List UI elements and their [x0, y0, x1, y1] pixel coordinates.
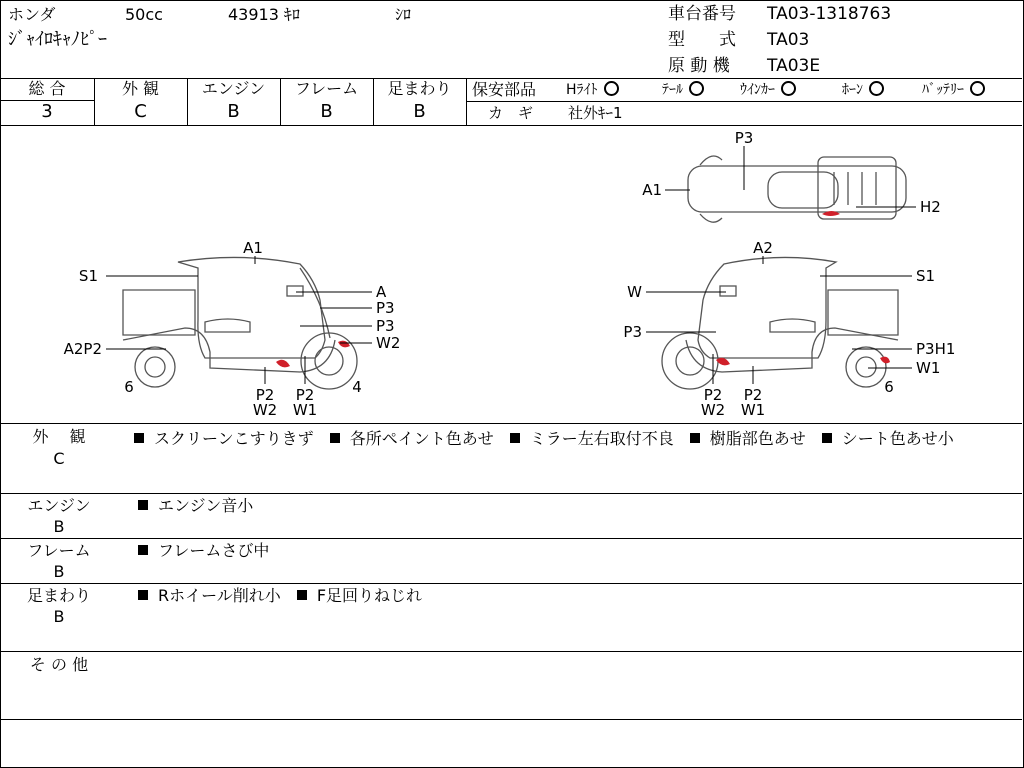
remarks-suspension-items — [138, 587, 422, 605]
bullet-square-icon — [822, 433, 832, 443]
label-s1-left: S1 — [78, 267, 98, 285]
label-w1-left: W1 — [292, 401, 318, 419]
remark-item: Rホイール削れ小 — [158, 586, 281, 605]
bullet-square-icon — [138, 500, 148, 510]
safety-headlight-label: Hﾗｲﾄ — [566, 82, 598, 98]
bullet-square-icon — [330, 433, 340, 443]
remark-item: ミラー左右取付不良 — [529, 429, 674, 448]
remarks-exterior-label: 外 観 — [32, 427, 86, 446]
type-value: TA03 — [767, 30, 810, 50]
key-value: 社外ｷｰ1 — [568, 104, 623, 122]
safety-taillight-label: ﾃｰﾙ — [662, 82, 683, 98]
safety-battery-label: ﾊﾞｯﾃﾘｰ — [922, 82, 964, 98]
remarks-frame-grade: B — [53, 562, 65, 581]
label-6-left: 6 — [124, 378, 134, 396]
scooter-left-view — [123, 257, 357, 389]
model-name: ｼﾞｬｲﾛｷｬﾉﾋﾟｰ — [8, 29, 107, 50]
ok-circle-icon — [689, 81, 704, 96]
scooter-right-view — [662, 257, 898, 389]
remarks-engine-label: エンジン — [27, 496, 91, 515]
remarks-engine-grade: B — [53, 517, 65, 536]
label-p3a-left: P3 — [376, 299, 395, 317]
bullet-square-icon — [297, 590, 307, 600]
label-a2-right: A2 — [753, 239, 773, 257]
label-a1-top: A1 — [642, 181, 662, 199]
remarks-suspension-grade: B — [53, 607, 65, 626]
label-p3h1-right: P3H1 — [916, 340, 956, 358]
maker: ホンダ — [8, 5, 56, 24]
grade-suspension-label: 足まわり — [387, 79, 452, 98]
remarks-engine-items — [138, 497, 253, 515]
grade-exterior-label: 外 観 — [121, 79, 160, 98]
label-a-left: A — [376, 283, 387, 301]
ok-circle-icon — [970, 81, 985, 96]
frame-number-label: 車台番号 — [668, 4, 736, 24]
divider — [0, 423, 1022, 424]
type-label: 型 式 — [668, 30, 736, 50]
safety-horn-label: ﾎｰﾝ — [842, 82, 863, 98]
scooter-top-view — [688, 156, 906, 222]
label-p3-top: P3 — [734, 129, 754, 147]
bullet-square-icon — [138, 545, 148, 555]
mileage: 43913 ｷﾛ — [228, 5, 300, 24]
remarks-frame-label: フレーム — [27, 541, 91, 560]
safety-parts-label: 保安部品 — [472, 80, 537, 99]
safety-taillight — [662, 81, 704, 99]
label-w1b-right: W1 — [740, 401, 766, 419]
safety-winker-label: ｳｲﾝｶｰ — [740, 82, 775, 98]
label-w2b-left: W2 — [252, 401, 278, 419]
engine-model-value: TA03E — [767, 56, 821, 76]
label-p2b-right: P2 — [743, 386, 763, 404]
label-p2b-left: P2 — [295, 386, 315, 404]
bullet-square-icon — [690, 433, 700, 443]
remark-item: エンジン音小 — [158, 496, 254, 515]
key-label: カ ギ — [488, 104, 534, 122]
safety-horn — [842, 81, 884, 99]
label-s1-right: S1 — [916, 267, 936, 285]
ok-circle-icon — [781, 81, 796, 96]
grade-engine-label: エンジン — [201, 79, 266, 98]
label-w1-right: W1 — [916, 359, 941, 377]
bullet-square-icon — [134, 433, 144, 443]
safety-headlight — [566, 81, 619, 99]
label-a1-left: A1 — [243, 239, 263, 257]
divider — [0, 538, 1022, 539]
divider — [0, 493, 1022, 494]
leader-lines — [106, 146, 916, 384]
grade-frame-value: B — [320, 101, 333, 122]
remarks-frame-items — [138, 542, 269, 560]
displacement: 50cc — [125, 5, 163, 24]
label-6-right: 6 — [884, 378, 894, 396]
remark-item: 各所ペイント色あせ — [349, 429, 494, 448]
color: ｼﾛ — [395, 5, 412, 24]
grade-overall-value: 3 — [41, 101, 53, 122]
bullet-square-icon — [138, 590, 148, 600]
grade-engine-value: B — [227, 101, 240, 122]
remark-item: フレームさび中 — [158, 541, 270, 560]
remark-item: F足回りねじれ — [316, 586, 423, 605]
ok-circle-icon — [604, 81, 619, 96]
remarks-exterior-grade: C — [53, 449, 65, 468]
grade-suspension-value: B — [413, 101, 426, 122]
safety-winker — [740, 81, 796, 99]
label-p3-right: P3 — [623, 323, 642, 341]
divider — [0, 651, 1022, 652]
label-w-right: W — [627, 283, 642, 301]
engine-model-label: 原 動 機 — [668, 56, 730, 76]
remark-item: 樹脂部色あせ — [709, 429, 806, 448]
label-p3b-left: P3 — [376, 317, 395, 335]
grade-overall-label: 総 合 — [28, 79, 66, 98]
label-a2p2-left: A2P2 — [63, 340, 102, 358]
ok-circle-icon — [869, 81, 884, 96]
frame-number-value: TA03-1318763 — [767, 4, 892, 24]
damage-marks — [276, 211, 890, 367]
bullet-square-icon — [510, 433, 520, 443]
grade-exterior-value: C — [134, 101, 147, 122]
divider — [0, 583, 1022, 584]
safety-battery — [922, 81, 985, 99]
label-w2-left: W2 — [376, 334, 401, 352]
divider — [0, 719, 1022, 720]
label-4-left: 4 — [352, 378, 362, 396]
label-p2a-right: P2 — [703, 386, 723, 404]
label-w2-right: W2 — [700, 401, 726, 419]
label-h2-top: H2 — [920, 198, 941, 216]
damage-diagram — [0, 126, 1022, 423]
divider — [466, 101, 1022, 102]
grade-frame-label: フレーム — [294, 79, 359, 98]
remarks-exterior-items — [134, 428, 1010, 450]
remarks-suspension-label: 足まわり — [26, 586, 91, 605]
label-p2a-left: P2 — [255, 386, 275, 404]
remarks-other-label: そ の 他 — [29, 655, 89, 674]
remark-item: シート色あせ小 — [841, 429, 954, 448]
remark-item: スクリーンこすりきず — [154, 429, 314, 448]
